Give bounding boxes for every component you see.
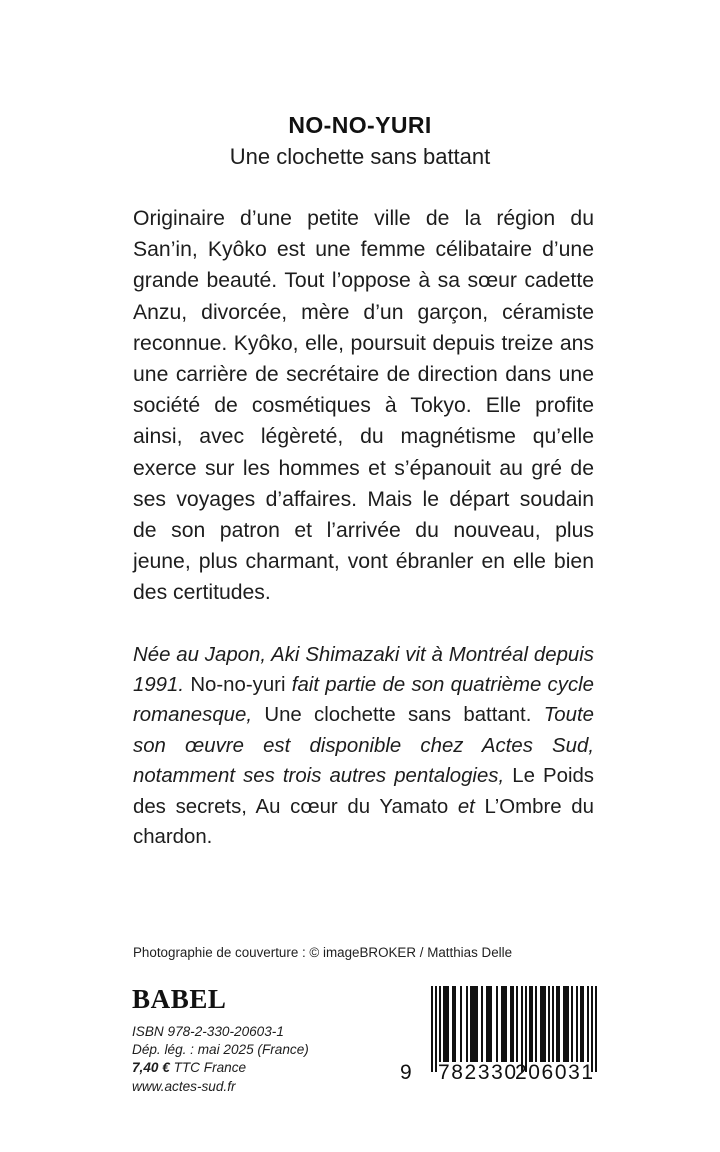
author-bio-paragraph — [133, 640, 594, 853]
publisher-logo-babel: BABEL — [132, 984, 227, 1014]
legal-deposit-line: Dép. lég. : mai 2025 (France) — [132, 1042, 309, 1058]
bio-segment-5: Toute son œuvre est disponible chez Actes Sud, notamment ses trois autres pentalogies, — [133, 704, 594, 788]
price-suffix: TTC France — [173, 1060, 247, 1076]
bio-work-title-no-no-yuri: No-no-yuri — [190, 674, 286, 697]
barcode-digits — [398, 1060, 598, 1086]
imprint-block — [132, 986, 309, 1096]
website-line: www.actes-sud.fr — [132, 1078, 236, 1094]
barcode-lead-digit: 9 — [400, 1061, 414, 1084]
bio-segment-7: et — [457, 795, 475, 818]
blurb-paragraph: Originaire d’une petite ville de la région du San’in, Kyôko est une femme célibataire d’une grande beauté. Tout l’oppose à sa sœur cadette Anzu, divorcée, mère d’un garçon, céramiste reconnue. Kyôko, elle, poursuit depuis treize ans une carrière de secrétaire de direction dans une société de cosmétiques à Tokyo. Elle profite ainsi, avec légèreté, du magnétisme qu’elle exerce sur les hommes et s’épanouit au gré de ses voyages d’affaires. Mais le départ soudain de son patron et l’arrivée du nouveau, plus jeune, plus charmant, vont ébranler en elle bien des certitudes. — [133, 207, 594, 605]
bio-segment-1: Née au Japon, Aki Shimazaki vit à Montréal depuis 1991. — [133, 643, 594, 697]
bio-work-title-clochette: Une clochette sans battant. — [264, 704, 532, 727]
price-line — [132, 1059, 309, 1077]
bio-work-titles-pentalogies: Le Poids des secrets, Au cœur du Yamato — [133, 765, 595, 818]
page-title: NO-NO-YURI — [288, 112, 432, 138]
barcode-right-group: 206031 — [515, 1061, 595, 1084]
photo-credit: Photographie de couverture : © imageBROKER / Matthias Delle — [133, 945, 513, 960]
bio-work-title-ombre: L’Ombre du chardon. — [133, 795, 594, 849]
barcode-ean13 — [398, 986, 598, 1094]
title-block — [0, 112, 720, 171]
bio-segment-3: fait partie de son quatrième cycle romanesque, — [133, 674, 595, 727]
isbn-line: ISBN 978-2-330-20603-1 — [132, 1024, 284, 1039]
back-cover-copy — [133, 203, 594, 852]
imprint-details — [132, 1023, 309, 1096]
book-subtitle: Une clochette sans battant — [229, 144, 491, 170]
barcode-left-group: 782330 — [438, 1061, 518, 1084]
price-value: 7,40 € — [132, 1060, 170, 1076]
